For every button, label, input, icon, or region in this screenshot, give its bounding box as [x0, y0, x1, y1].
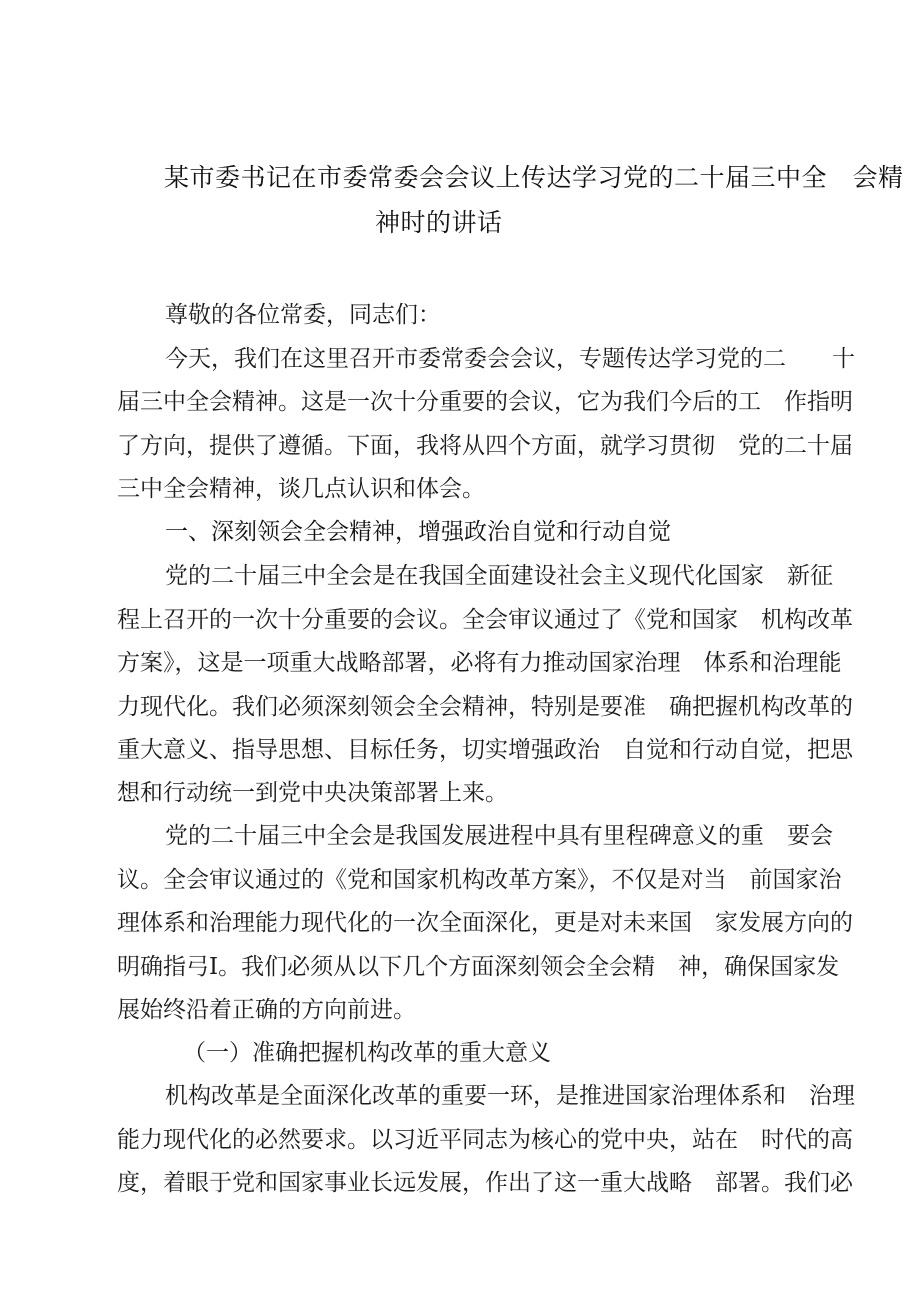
paragraph-2-line: 重大意义、指导思想、目标任务，切实增强政治 自觉和行动自觉，把思: [117, 737, 853, 763]
document-title-line-2: 神时的讲话: [375, 208, 503, 237]
paragraph-4-line: 能力现代化的必然要求。以习近平同志为核心的党中央，站在 时代的高: [117, 1127, 853, 1153]
section-heading: 一、深刻领会全会精神，增强政治自觉和行动自觉: [165, 519, 671, 545]
document-title-line-1: 某市委书记在市委常委会会议上传达学习党的二十届三中全 会精: [164, 163, 904, 192]
paragraph-2-line: 力现代化。我们必须深刻领会全会精神，特别是要准 确把握机构改革的: [117, 694, 853, 720]
subsection-heading: （一）准确把握机构改革的重大意义: [183, 1040, 551, 1066]
paragraph-4-line: 度，着眼于党和国家事业长远发展，作出了这一重大战略 部署。我们必: [117, 1170, 853, 1196]
paragraph-2-line: 方案》，这是一项重大战略部署，必将有力推动国家治理 体系和治理能: [117, 650, 842, 676]
paragraph-1-line: 今天，我们在这里召开市委常委会会议，专题传达学习党的二 十: [165, 346, 855, 372]
paragraph-2-line: 党的二十届三中全会是在我国全面建设社会主义现代化国家 新征: [165, 563, 833, 589]
paragraph-3-line: 明确指弓I。我们必须从以下几个方面深刻领会全会精 神，确保国家发: [117, 954, 840, 980]
paragraph-2-line: 想和行动统一到党中央决策部署上来。: [117, 780, 508, 806]
paragraph-2-line: 程上召开的一次十分重要的会议。全会审议通过了《党和国家 机构改革: [117, 607, 853, 633]
paragraph-1-line: 届三中全会精神。这是一次十分重要的会议，它为我们今后的工 作指明: [117, 389, 853, 415]
paragraph-3-line: 议。全会审议通过的《党和国家机构改革方案》，不仅是对当 前国家治: [117, 867, 842, 893]
paragraph-3-line: 党的二十届三中全会是我国发展进程中具有里程碑意义的重 要会: [165, 823, 833, 849]
paragraph-4-line: 机构改革是全面深化改革的重要一环，是推进国家治理体系和 治理: [165, 1083, 855, 1109]
paragraph-3-line: 理体系和治理能力现代化的一次全面深化，更是对未来国 家发展方向的: [117, 910, 853, 936]
paragraph-1-line: 三中全会精神，谈几点认识和体会。: [117, 476, 485, 502]
paragraph-1-line: 了方向，提供了遵循。下面，我将从四个方面，就学习贯彻 党的二十届: [117, 433, 853, 459]
salutation: 尊敬的各位常委，同志们：: [165, 302, 441, 328]
paragraph-3-line: 展始终沿着正确的方向前进。: [117, 997, 416, 1023]
